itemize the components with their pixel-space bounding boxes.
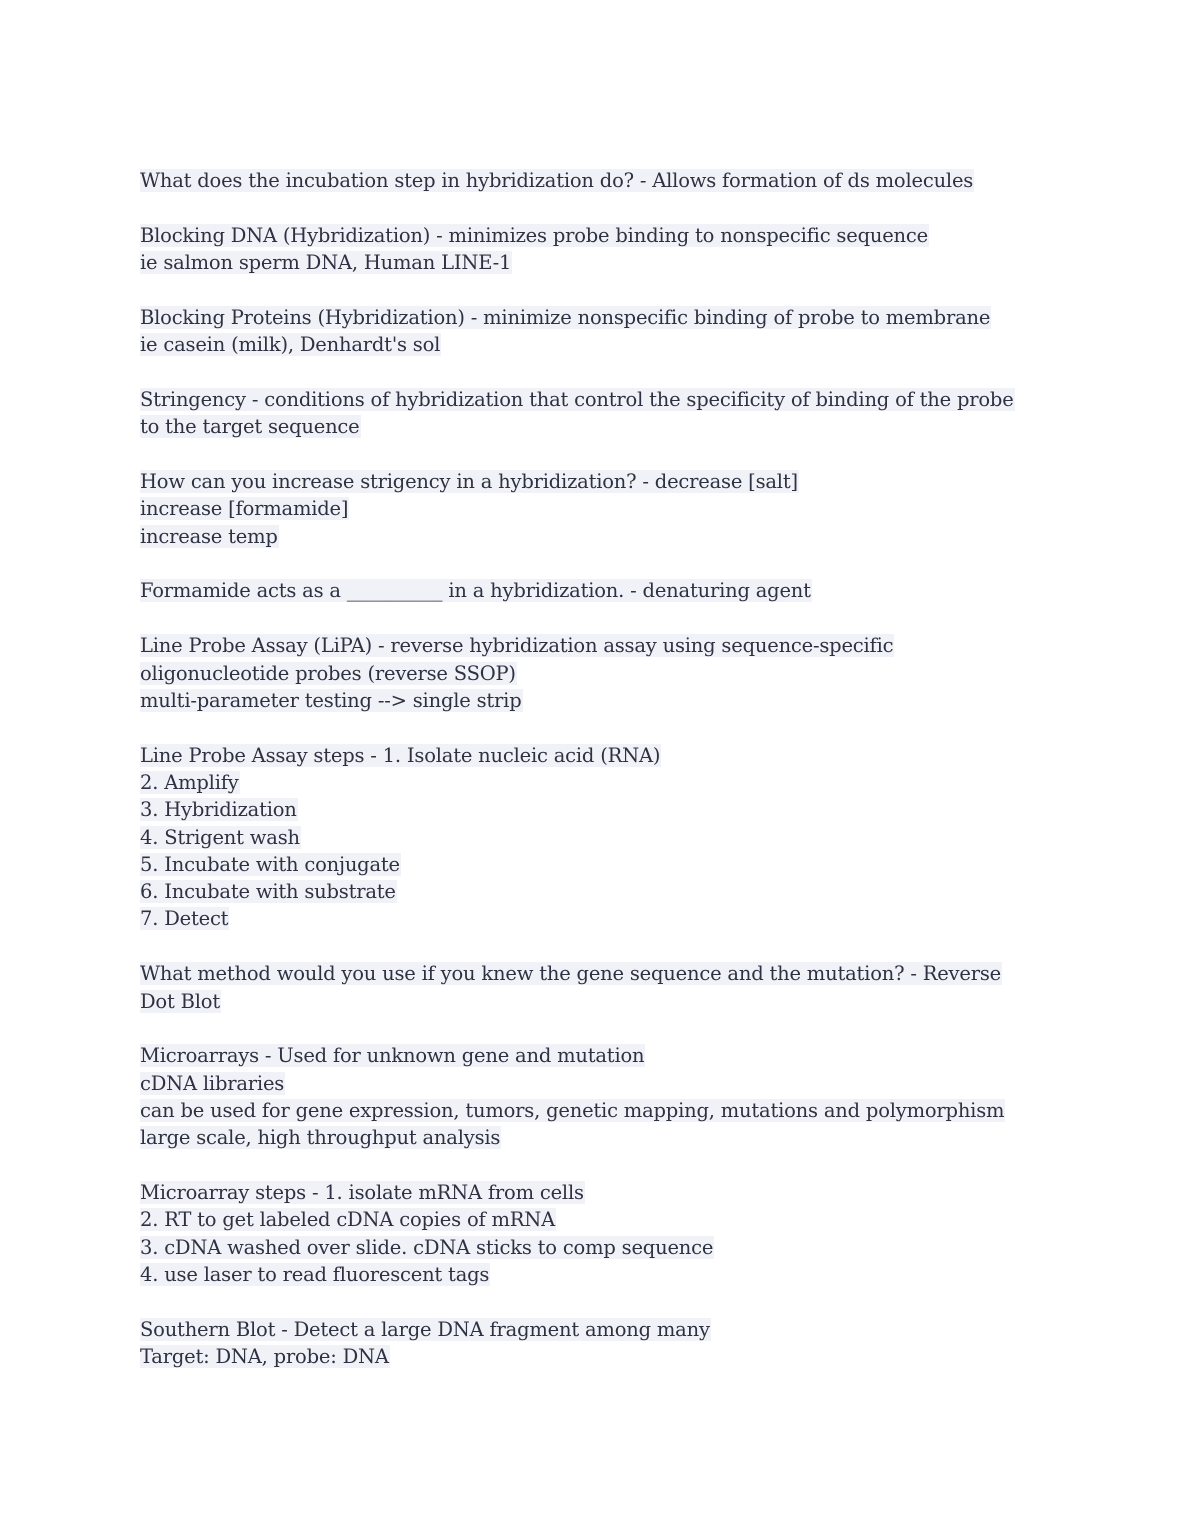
flashcard <box>140 1179 1050 1288</box>
card-line: What does the incubation step in hybridization do? - Allows formation of ds molecules <box>140 169 974 192</box>
card-line: Line Probe Assay (LiPA) - reverse hybridization assay using sequence-specific <box>140 634 894 658</box>
card-line: Dot Blot <box>140 989 220 1013</box>
card-line: Blocking Proteins (Hybridization) - minimize nonspecific binding of probe to membrane <box>140 305 991 329</box>
card-line: 7. Detect <box>140 907 229 931</box>
card-line: Southern Blot - Detect a large DNA fragment among many <box>140 1317 710 1341</box>
card-line: increase temp <box>140 524 278 548</box>
flashcard-list <box>140 167 1050 1398</box>
card-line: What method would you use if you knew the gene sequence and the mutation? - Reverse <box>140 962 1001 986</box>
card-line: How can you increase strigency in a hybridization? - decrease [salt] <box>140 470 798 494</box>
card-line: 2. Amplify <box>140 770 239 794</box>
card-line: Microarray steps - 1. isolate mRNA from cells <box>140 1181 584 1205</box>
flashcard <box>140 577 1050 604</box>
card-line: cDNA libraries <box>140 1071 285 1095</box>
card-line: can be used for gene expression, tumors, genetic mapping, mutations and polymorphism <box>140 1098 1005 1122</box>
flashcard <box>140 960 1050 1015</box>
card-line: ie salmon sperm DNA, Human LINE-1 <box>140 251 512 275</box>
flashcard <box>140 167 1050 194</box>
card-line: Stringency - conditions of hybridization that control the specificity of binding of the probe <box>140 387 1014 411</box>
card-line: 2. RT to get labeled cDNA copies of mRNA <box>140 1208 556 1232</box>
flashcard <box>140 742 1050 933</box>
card-line: 3. Hybridization <box>140 798 297 822</box>
card-line: large scale, high throughput analysis <box>140 1126 501 1150</box>
card-line: to the target sequence <box>140 415 360 439</box>
flashcard <box>140 222 1050 277</box>
card-line: 6. Incubate with substrate <box>140 880 396 904</box>
card-line: ie casein (milk), Denhardt's sol <box>140 333 441 357</box>
flashcard <box>140 386 1050 441</box>
flashcard <box>140 632 1050 714</box>
card-line: 4. Strigent wash <box>140 825 300 849</box>
card-line: 5. Incubate with conjugate <box>140 852 400 876</box>
card-line: Blocking DNA (Hybridization) - minimizes probe binding to nonspecific sequence <box>140 223 928 247</box>
flashcard <box>140 1042 1050 1151</box>
card-line: Microarrays - Used for unknown gene and mutation <box>140 1044 645 1068</box>
card-line: 4. use laser to read fluorescent tags <box>140 1262 490 1286</box>
card-line: 3. cDNA washed over slide. cDNA sticks to comp sequence <box>140 1235 714 1259</box>
card-line: oligonucleotide probes (reverse SSOP) <box>140 661 516 685</box>
flashcard <box>140 1316 1050 1371</box>
card-line: Line Probe Assay steps - 1. Isolate nucleic acid (RNA) <box>140 743 661 767</box>
card-line: increase [formamide] <box>140 497 349 521</box>
flashcard <box>140 304 1050 359</box>
card-line: Target: DNA, probe: DNA <box>140 1345 389 1368</box>
card-line: Formamide acts as a __________ in a hybridization. - denaturing agent <box>140 579 811 603</box>
flashcard <box>140 468 1050 550</box>
card-line: multi-parameter testing --> single strip <box>140 688 522 712</box>
